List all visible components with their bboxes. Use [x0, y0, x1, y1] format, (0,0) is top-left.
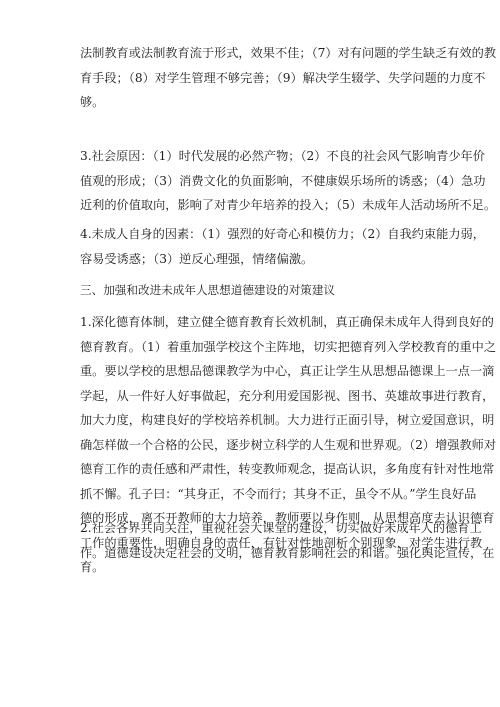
text-line: 德育工作的责任感和严肃性，转变教师观念，提高认识，多角度有针对性地常 — [80, 462, 495, 476]
text-line: 容易受诱惑；（3）逆反心理强，情绪偏激。 — [80, 251, 314, 266]
text-line: 法制教育或法制教育流于形式，效果不佳；（7）对有问题的学生缺乏有效的教 — [80, 46, 497, 60]
text-line: 确怎样做一个合格的公民，逐步树立科学的人生观和世界观。（2）增强教师对 — [80, 437, 497, 452]
text-line: 德的形成，离不开教师的大力培养，教师要以身作则，从思想高度去认识德育 — [80, 511, 495, 525]
text-line: 1.深化德育体制，建立健全德育教育长效机制，真正确保未成年人得到良好的 — [80, 315, 494, 329]
text-line: 加大力度，构建良好的学校培养机制。大力进行正面引导，树立爱国意识，明 — [80, 413, 495, 427]
text-line: 值观的形成；（3）消费文化的负面影响，不健康娱乐场所的诱惑；（4）急功 — [80, 173, 486, 188]
paragraph-minor-own-factors — [80, 222, 485, 271]
text-line: 工作的重要性，明确自身的责任，有针对性地剖析个别现象，对学生进行教 — [80, 535, 483, 550]
section-heading — [80, 278, 420, 303]
text-line: 4.未成人自身的因素：（1）强烈的好奇心和模仿力；（2）自我约束能力弱， — [80, 227, 485, 241]
text-line: 2.社会各界共同关注，重视社会大课堂的建设，切实做好未成年人的德育工 — [80, 521, 482, 535]
paragraph-school-causes-continued — [80, 41, 497, 115]
text-line: 学起，从一件好人好事做起，充分利用爱国影视、图书、英雄故事进行教育， — [80, 388, 495, 403]
section-heading-text: 三、加强和改进未成年人思想道德建设的对策建议 — [80, 283, 336, 297]
paragraph-suggestion-2 — [80, 516, 495, 565]
text-line: 育手段；（8）对学生管理不够完善；（9）解决学生辍学、失学问题的力度不 — [80, 70, 486, 85]
text-line: 育。 — [80, 560, 105, 574]
text-line: 重。要以学校的思想品德课教学为中心，真正让学生从思想品德课上一点一滴 — [80, 364, 495, 378]
paragraph-social-causes — [80, 144, 497, 218]
text-line: 抓不懈。孔子曰：“其身正，不令而行；其身不正，虽令不从。”学生良好品 — [80, 486, 477, 501]
text-line: 近利的价值取向，影响了对青少年培养的投入；（5）未成年人活动场所不足。 — [80, 198, 497, 212]
text-line: 作。道德建设决定社会的文明，德育教育影响社会的和谐。强化舆论宣传，在 — [80, 545, 495, 560]
text-line: 德育教育。（1）着重加强学校这个主阵地，切实把德育列入学校教育的重中之 — [80, 339, 497, 354]
text-line: 够。 — [80, 95, 105, 109]
text-line: 3.社会原因：（1）时代发展的必然产物；（2）不良的社会风气影响青少年价 — [80, 149, 485, 163]
